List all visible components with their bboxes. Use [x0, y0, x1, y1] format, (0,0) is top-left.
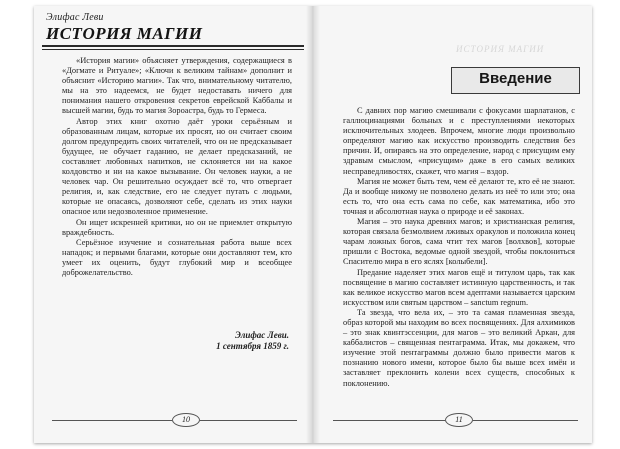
right-page — [313, 6, 592, 443]
page-number: 11 — [445, 413, 473, 427]
page-number: 10 — [172, 413, 200, 427]
footer-rule-right — [200, 420, 297, 421]
page-footer — [333, 413, 578, 427]
book-spread — [34, 6, 592, 443]
paragraph: Он ищет искренней критики, но он не приемлет открытую враждебность. — [62, 217, 292, 237]
paragraph: Магия – это наука древних магов; и христианская религия, которая связала безмолвием лживых оракулов и положила конец чарам ложных богов, сама чтит тех магов [волхвов], которые пришли с Востока, ведомые одной звездой, чтобы поклониться Спасителю мира в его яслях [колыбели]. — [343, 217, 575, 267]
right-body-text — [343, 106, 575, 389]
section-title: Введение — [479, 70, 552, 87]
signature-block — [216, 330, 289, 352]
left-body-text — [62, 56, 292, 278]
paragraph: Автор этих книг охотно даёт уроки серьёзным и образованным лицам, которые их просят, но он считает своим долгом предупредить своих читателей, что он не предсказывает будущее, не обучает гаданию, не делает предсказаний, не составляет любовных напитков, не склоняется ни на какое колдовство и ни на какое вызывание. Он человек науки, а не человек чар. Он решительно осуждает всё то, что отвергает религия, и, как следствие, его не следует путать с людьми, которые не опасаясь, дозволяют себе, сделать из этих науки опасное или недозволенное применение. — [62, 116, 292, 217]
footer-rule-right — [473, 420, 578, 421]
paragraph: «История магии» объясняет утверждения, содержащиеся в «Догмате и Ритуале»; «Ключи к великим тайнам» дополнит и объяснит «Историю магии». Так что, внимательному читателю, мы на это надеемся, не будет недоставать ничего для понимания нашего откровения секретов еврейской Каббалы и высшей магии, будь то магия Зороастра, будь то Гермеса. — [62, 56, 292, 116]
section-title-box — [451, 67, 580, 94]
header-rule — [42, 45, 304, 47]
left-page — [34, 6, 313, 443]
running-header-ghost: ИСТОРИЯ МАГИИ — [456, 44, 545, 54]
page-footer — [52, 413, 297, 427]
paragraph: Та звезда, что вела их, – это та самая пламенная звезда, образ которой мы находим во всех посвящениях. Для алхимиков – это знак квинтэссенции, для магов – это великий Аркан, для каббалистов – священная пентаграмма. Итак, мы докажем, что изучение этой пентаграммы должно было привести магов к познанию нового имени, которое было бы выше всех имён и заставляет преклонить колени всех существ, способных к поклонению. — [343, 307, 575, 388]
paragraph: Серьёзное изучение и сознательная работа выше всех нападок; и первыми благами, которые они доставляют тем, кто умеет их оценить, будут глубокий мир и всеобщее доброжелательство. — [62, 237, 292, 277]
book-gutter — [306, 6, 320, 443]
paragraph: С давних пор магию смешивали с фокусами шарлатанов, с галлюцинациями больных и с преступлениями некоторых исключительных злодеев. Впрочем, многие люди произвольно определяют магию как искусство производить следствия без причин. И, опираясь на это определение, народ с присущим ему здравым смыслом, «присущим» даже в его самых великих несправедливостях, скажет, что магия – вздор. — [343, 106, 575, 176]
header-rule-thin — [42, 49, 304, 50]
signature-date: 1 сентября 1859 г. — [216, 341, 289, 351]
footer-rule-left — [52, 420, 172, 421]
paragraph: Предание наделяет этих магов ещё и титулом царь, так как посвящение в магию составляет истинную царственность, и так как великое искусство магов всем адептами называется царским искусством или святым царством – sanctum regnum. — [343, 267, 575, 307]
running-header — [42, 10, 304, 50]
header-author: Элифас Леви — [46, 12, 104, 23]
header-book-title: ИСТОРИЯ МАГИИ — [46, 24, 203, 43]
footer-rule-left — [333, 420, 445, 421]
paragraph: Магия не может быть тем, чем её делают те, кто её не знают. Да и вообще никому не позволено делать из неё то или это; она есть то, что она есть сама по себе, как математика, ибо это точная и абсолютная наука о природе и её законах. — [343, 176, 575, 216]
signature-name: Элифас Леви. — [234, 330, 289, 340]
